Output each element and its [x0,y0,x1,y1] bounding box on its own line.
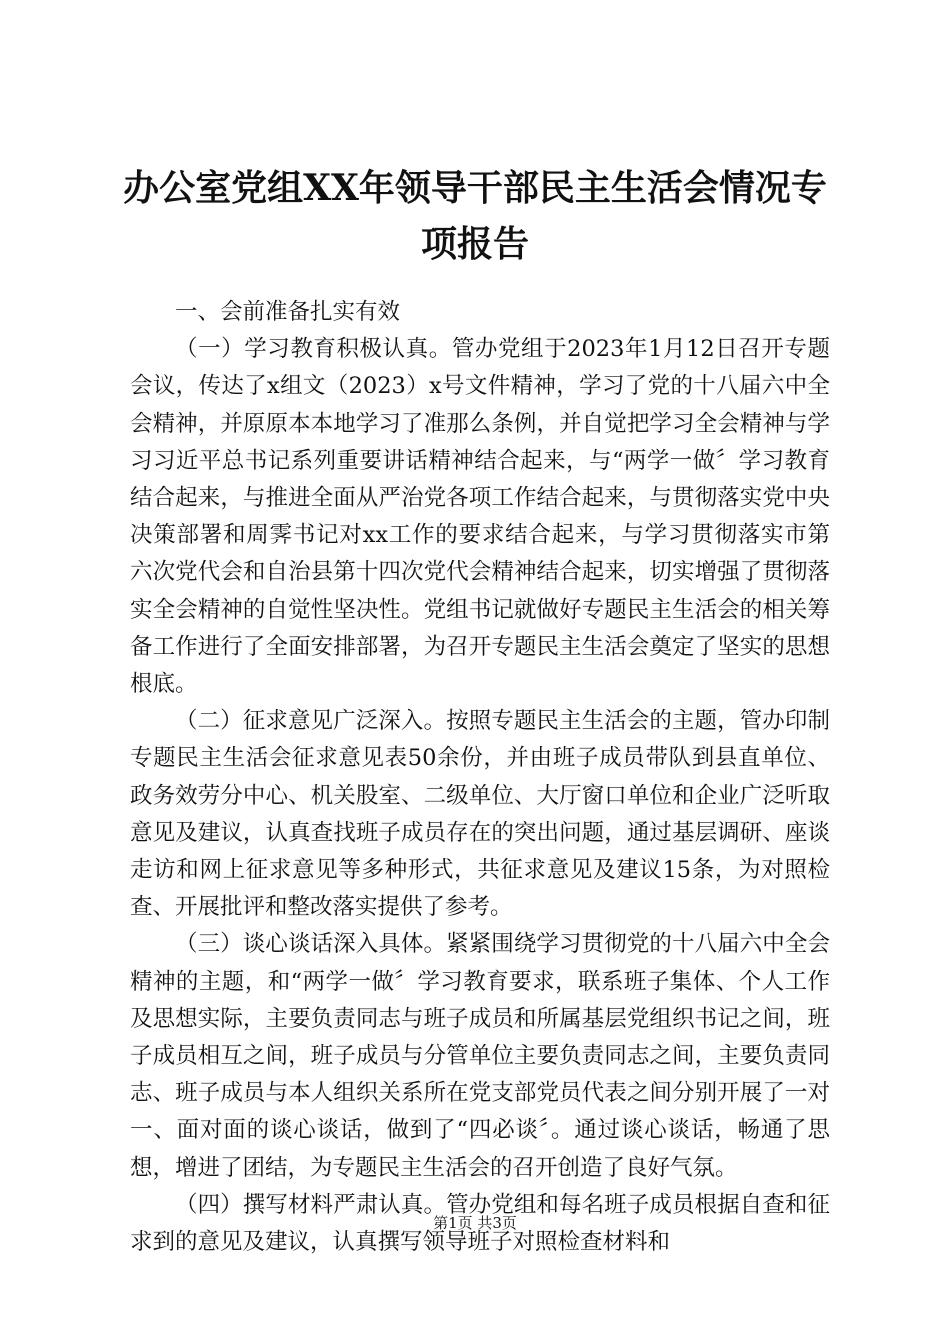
paragraph-heart-to-heart-talks: （三）谈心谈话深入具体。紧紧围绕学习贯彻党的十八届六中全会精神的主题，和“两学一做〞学习教育要求，联系班子集体、个人工作及思想实际，主要负责同志与班子成员和所属基层党组织书记之间，班子成员相互之间，班子成员与分管单位主要负责同志之间，主要负责同志、班子成员与本人组织关系所在党支部党员代表之间分别开展了一对一、面对面的谈心谈话，做到了“四必谈〞。通过谈心谈话，畅通了思想，增进了团结，为专题民主生活会的召开创造了良好气氛。 [130,931,830,1181]
section-heading: 一、会前准备扎实有效 [175,299,401,325]
paragraph-material-writing: （四）撰写材料严肃认真。管办党组和每名班子成员根据自查和征求到的意见及建议，认真撰写领导班子对照检查材料和 [130,1191,830,1256]
document-body [130,294,830,1261]
page-number-footer: 第1页 共3页 [433,1214,517,1232]
paragraph-study-education: （一）学习教育积极认真。管办党组于2023年1月12日召开专题会议，传达了x组文（2023）x号文件精神，学习了党的十八届六中全会精神，并原原本本地学习了准那么条例，并自觉把学习全会精神与学习习近平总书记系列重要讲话精神结合起来，与“两学一做〞学习教育结合起来，与推进全面从严治党各项工作结合起来，与贯彻落实党中央决策部署和周霁书记对xx工作的要求结合起来，与学习贯彻落实市第六次党代会和自治县第十四次党代会精神结合起来，切实增强了贯彻落实全会精神的自觉性坚决性。党组书记就做好专题民主生活会的相关筹备工作进行了全面安排部署，为召开专题民主生活会奠定了坚实的思想根底。 [130,336,830,698]
paragraph-opinion-solicitation: （二）征求意见广泛深入。按照专题民主生活会的主题，管办印制专题民主生活会征求意见表50余份，并由班子成员带队到县直单位、政务效劳分中心、机关股室、二级单位、大厅窗口单位和企业广泛听取意见及建议，认真查找班子成员存在的突出问题，通过基层调研、座谈走访和网上征求意见等多种形式，共征求意见及建议15条，为对照检查、开展批评和整改落实提供了参考。 [130,708,830,921]
document-title: 办公室党组XX年领导干部民主生活会情况专项报告 [123,167,827,265]
